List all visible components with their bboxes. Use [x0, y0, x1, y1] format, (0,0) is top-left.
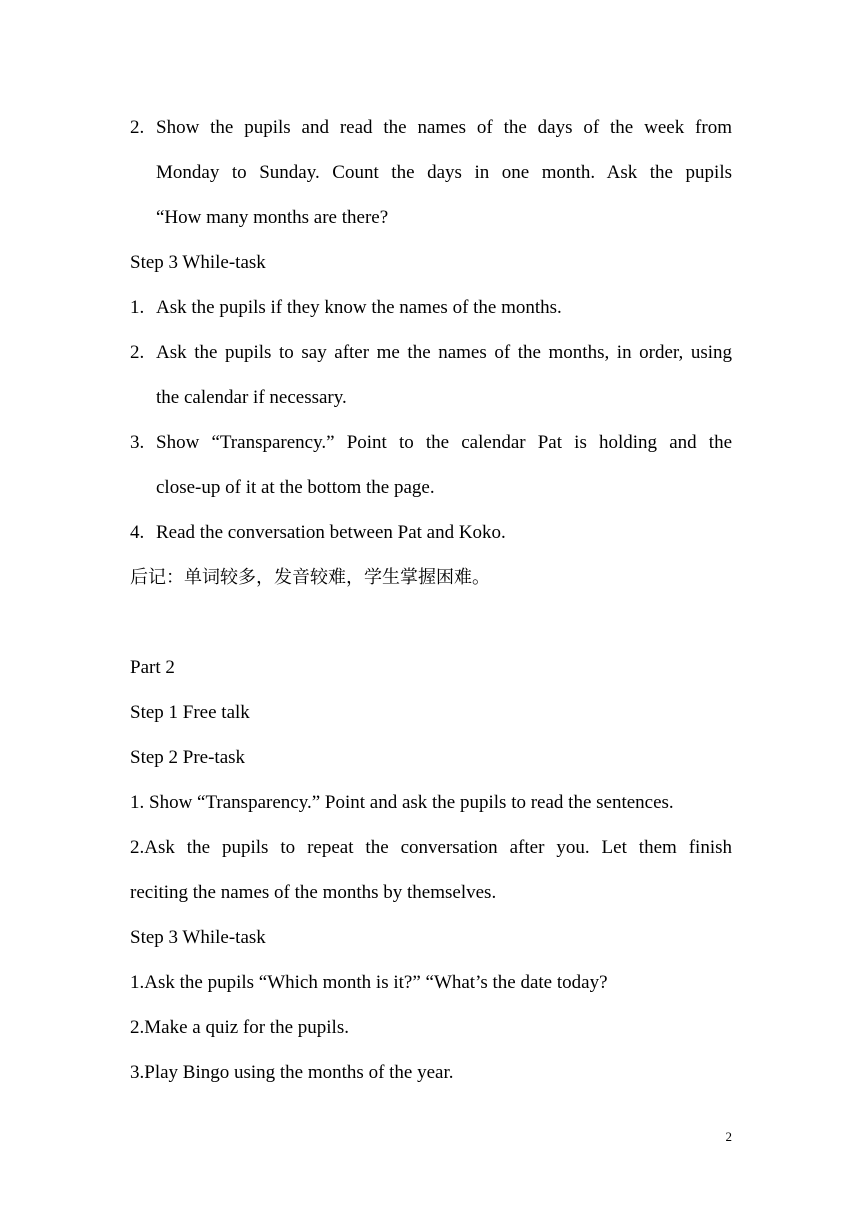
list-number: 4.	[130, 522, 145, 543]
list-number: 3.	[130, 432, 145, 453]
list-item-text: “How many months are there?	[156, 207, 389, 228]
postscript-note: 后记：单词较多，发音较难，学生掌握困难。	[130, 567, 490, 588]
list-item-text: Show “Transparency.” Point to the calendar Pat is holding and the	[156, 432, 732, 453]
step-heading: Step 1 Free talk	[130, 702, 250, 723]
list-number: 1.	[130, 297, 145, 318]
list-number: 2.	[130, 117, 145, 138]
list-item-text: 2.Make a quiz for the pupils.	[130, 1017, 349, 1038]
list-item-text: Show the pupils and read the names of the days of the week from	[156, 117, 732, 138]
list-number: 2.	[130, 342, 145, 363]
list-item-text: Monday to Sunday. Count the days in one month. Ask the pupils	[156, 162, 732, 183]
list-item-text: Ask the pupils if they know the names of the months.	[156, 297, 562, 318]
list-item-text: 1.Ask the pupils “Which month is it?” “What’s the date today?	[130, 972, 608, 993]
list-item-text: Read the conversation between Pat and Koko.	[156, 522, 506, 543]
step-heading: Step 2 Pre-task	[130, 747, 246, 768]
list-item-text: reciting the names of the months by themselves.	[130, 882, 497, 903]
list-item-text: the calendar if necessary.	[156, 387, 347, 408]
list-item-text: 2.Ask the pupils to repeat the conversation after you. Let them finish	[130, 837, 732, 858]
list-item-text: 1. Show “Transparency.” Point and ask the pupils to read the sentences.	[130, 792, 674, 813]
step-heading: Step 3 While-task	[130, 252, 266, 273]
list-item-text: Ask the pupils to say after me the names of the months, in order, using	[156, 342, 732, 363]
step-heading: Step 3 While-task	[130, 927, 266, 948]
list-item-text: close-up of it at the bottom the page.	[156, 477, 435, 498]
page-number: 2	[725, 1129, 732, 1144]
list-item-text: 3.Play Bingo using the months of the year.	[130, 1062, 454, 1083]
part-title: Part 2	[130, 657, 175, 678]
